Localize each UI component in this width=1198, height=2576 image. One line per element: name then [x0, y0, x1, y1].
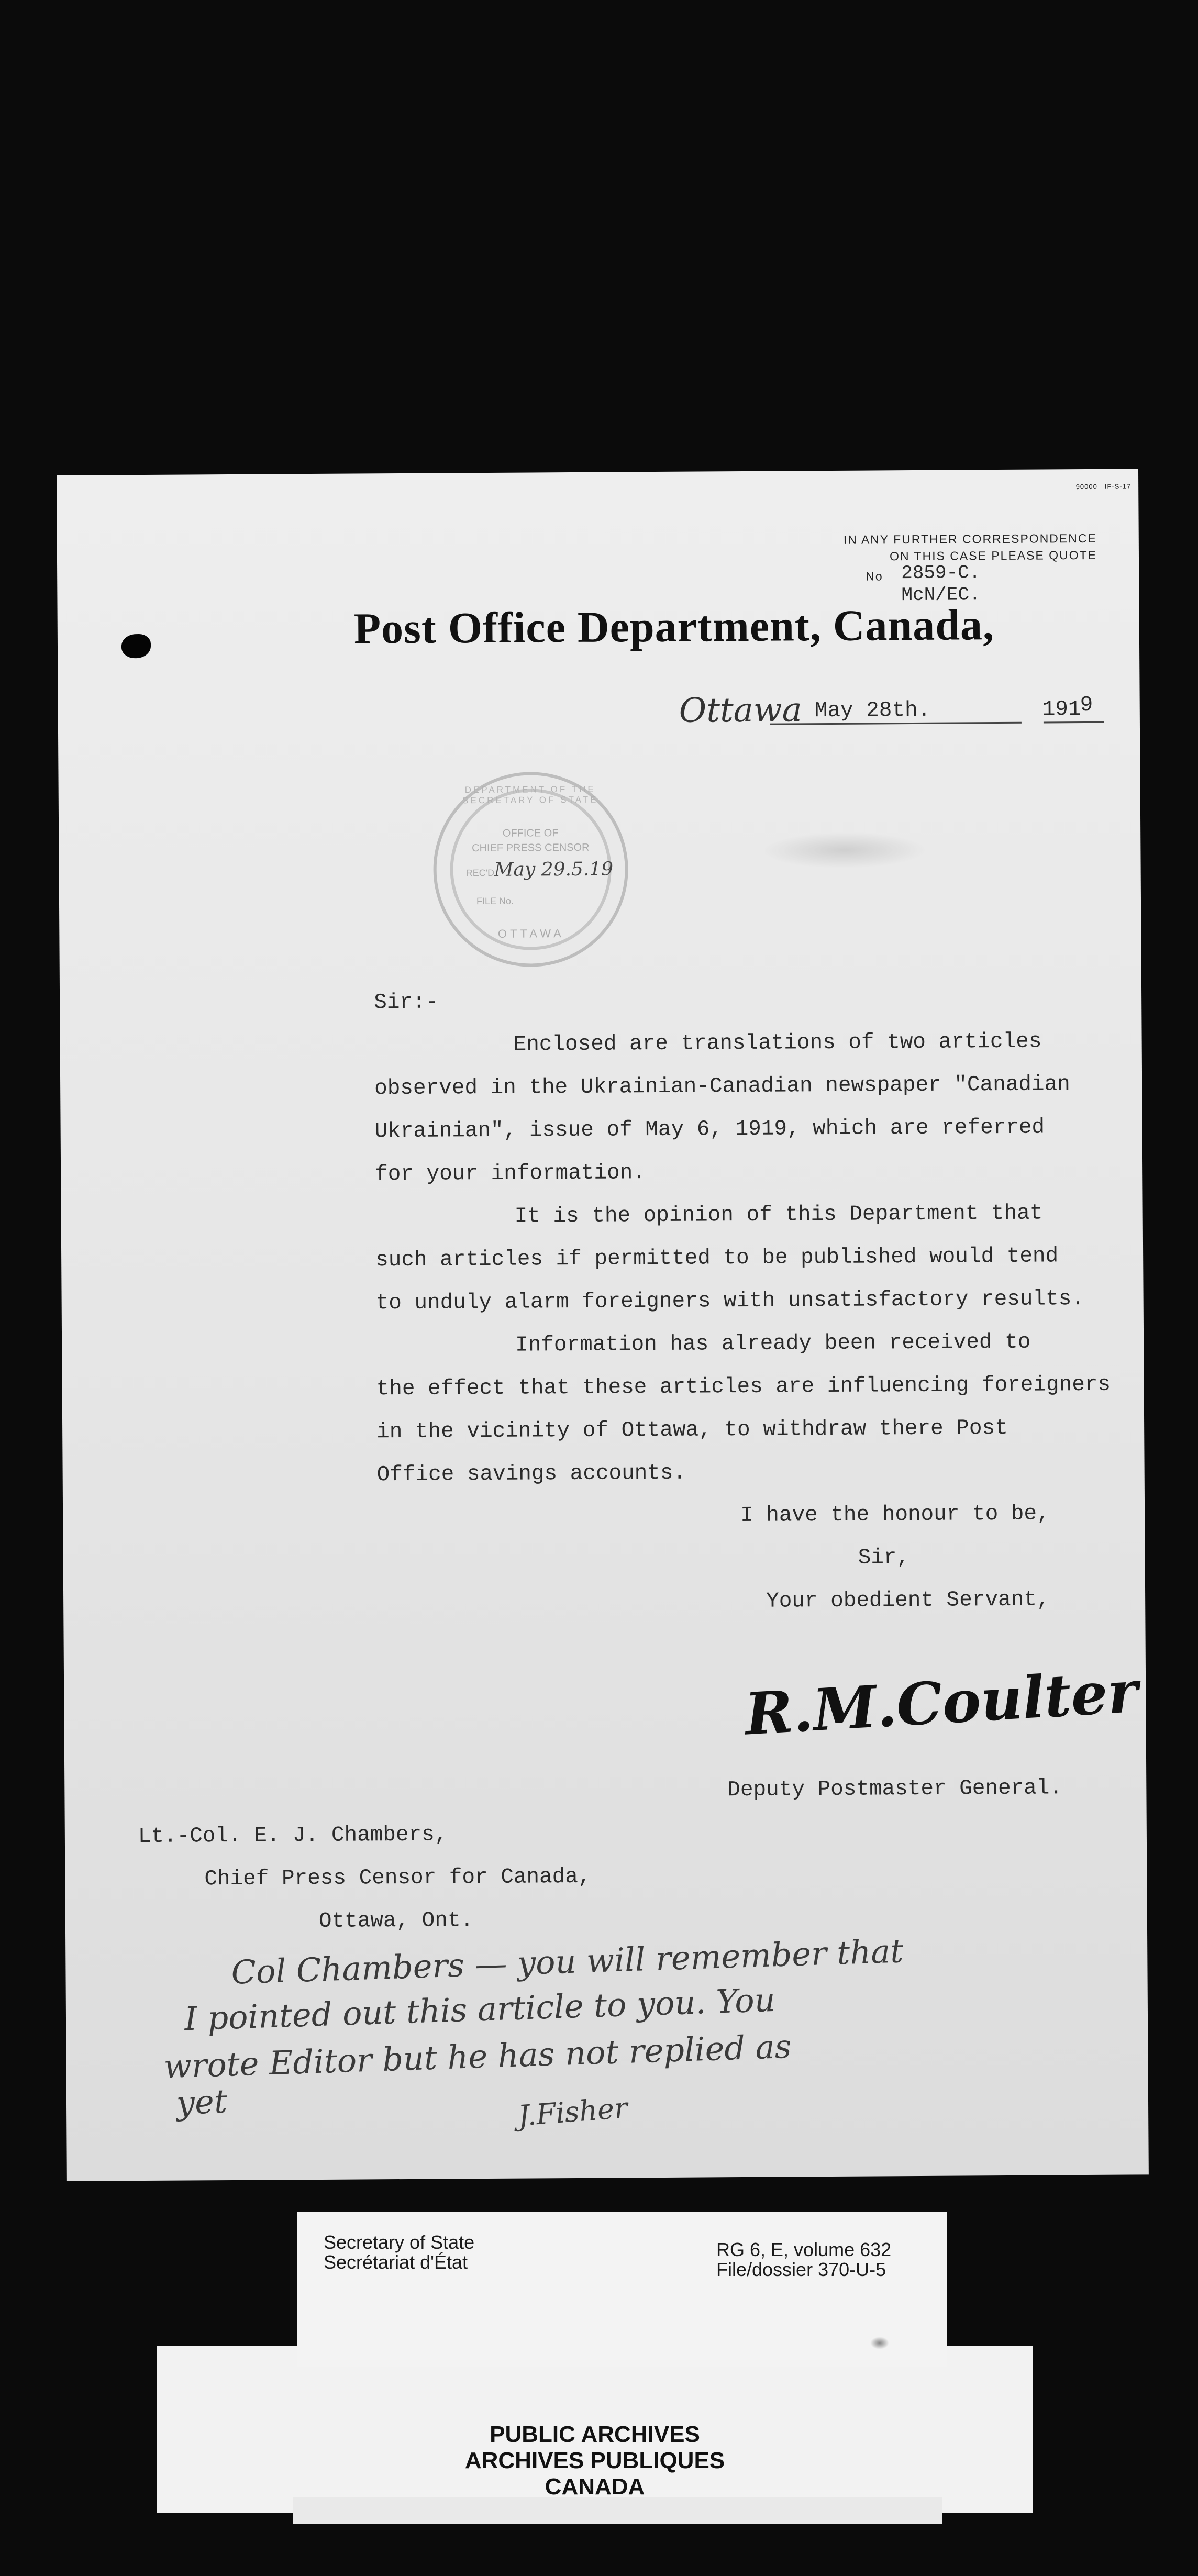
- addressee-line: Chief Press Censor for Canada,: [204, 1864, 591, 1892]
- reference-no-label: No: [866, 569, 883, 583]
- closing-line: I have the honour to be,: [740, 1502, 1050, 1528]
- letterhead: Post Office Department, Canada,: [353, 601, 995, 653]
- addressee-line: Lt.-Col. E. J. Chambers,: [138, 1823, 448, 1849]
- document-code: 90000—IF-S-17: [1075, 482, 1132, 491]
- body-line: It is the opinion of this Department that: [514, 1201, 1043, 1229]
- closing-line: Sir,: [858, 1546, 910, 1570]
- stamp-date: May 29.5.19: [494, 858, 614, 881]
- archives-strip: [293, 2497, 942, 2524]
- body-line: Information has already been received to: [515, 1330, 1031, 1358]
- department-fr: Secrétariat d'État: [324, 2251, 468, 2273]
- body-line: for your information.: [375, 1161, 646, 1187]
- body-line: Office savings accounts.: [376, 1461, 686, 1487]
- handwritten-line: Col Chambers — you will remember that: [230, 1931, 904, 1992]
- handwritten-initials: J.Fisher: [517, 2091, 629, 2133]
- body-line: observed in the Ukrainian-Canadian newspaper "Canadian: [374, 1072, 1070, 1101]
- stamp-line: CHIEF PRESS CENSOR: [472, 841, 590, 854]
- department-en: Secretary of State: [324, 2231, 475, 2253]
- file-label-card: [297, 2212, 947, 2367]
- body-line: in the vicinity of Ottawa, to withdraw there Post: [376, 1416, 1008, 1445]
- reference-notice-line: ON THIS CASE PLEASE QUOTE: [889, 548, 1097, 563]
- file-reference: File/dossier 370-U-5: [716, 2259, 886, 2280]
- stamp-file-label: FILE No.: [476, 895, 514, 907]
- year-typed: 9: [1080, 693, 1093, 718]
- letter-page: [57, 469, 1149, 2181]
- stamp-city: OTTAWA: [497, 927, 564, 940]
- archives-stamp: [157, 2422, 1033, 2500]
- body-line: to unduly alarm foreigners with unsatisfactory results.: [375, 1287, 1085, 1316]
- handwritten-line: yet: [175, 2082, 228, 2123]
- body-line: such articles if permitted to be published would tend: [375, 1244, 1059, 1273]
- reference-initials: McN/EC.: [901, 584, 981, 606]
- archives-line-fr: ARCHIVES PUBLIQUES: [464, 2448, 725, 2473]
- faded-mark: [760, 831, 928, 869]
- signatory-title: Deputy Postmaster General.: [727, 1776, 1063, 1803]
- reference-number: 2859-C.: [901, 562, 981, 584]
- reference-notice-line: IN ANY FURTHER CORRESPONDENCE: [843, 531, 1097, 547]
- body-line: Ukrainian", issue of May 6, 1919, which are referred: [374, 1115, 1045, 1144]
- paper-mark: [870, 2337, 889, 2349]
- reference-notice: [844, 530, 1097, 565]
- body-line: Enclosed are translations of two articles: [513, 1029, 1042, 1057]
- stamp-line: OFFICE OF: [502, 827, 559, 839]
- salutation: Sir:-: [374, 990, 439, 1015]
- closing-line: Your obedient Servant,: [766, 1587, 1050, 1614]
- place: Ottawa: [679, 691, 802, 730]
- ink-blot: [121, 634, 151, 658]
- volume-reference: RG 6, E, volume 632: [716, 2239, 892, 2260]
- archives-line-country: CANADA: [545, 2474, 645, 2500]
- signature: R.M.Coulter: [743, 1657, 1140, 1748]
- stamp-ring-text: DEPARTMENT OF THE SECRETARY OF STATE: [462, 784, 598, 806]
- stamp-received-label: REC'D: [465, 867, 495, 879]
- handwritten-line: I pointed out this article to you. You: [184, 1980, 776, 2038]
- received-stamp: [432, 771, 628, 967]
- archives-line-en: PUBLIC ARCHIVES: [490, 2422, 700, 2447]
- body-line: the effect that these articles are influencing foreigners: [376, 1372, 1111, 1402]
- year-printed: 191: [1042, 697, 1081, 722]
- letter-date: May 28th.: [814, 698, 931, 724]
- handwritten-line: wrote Editor but he has not replied as: [163, 2027, 792, 2086]
- addressee-line: Ottawa, Ont.: [318, 1908, 474, 1934]
